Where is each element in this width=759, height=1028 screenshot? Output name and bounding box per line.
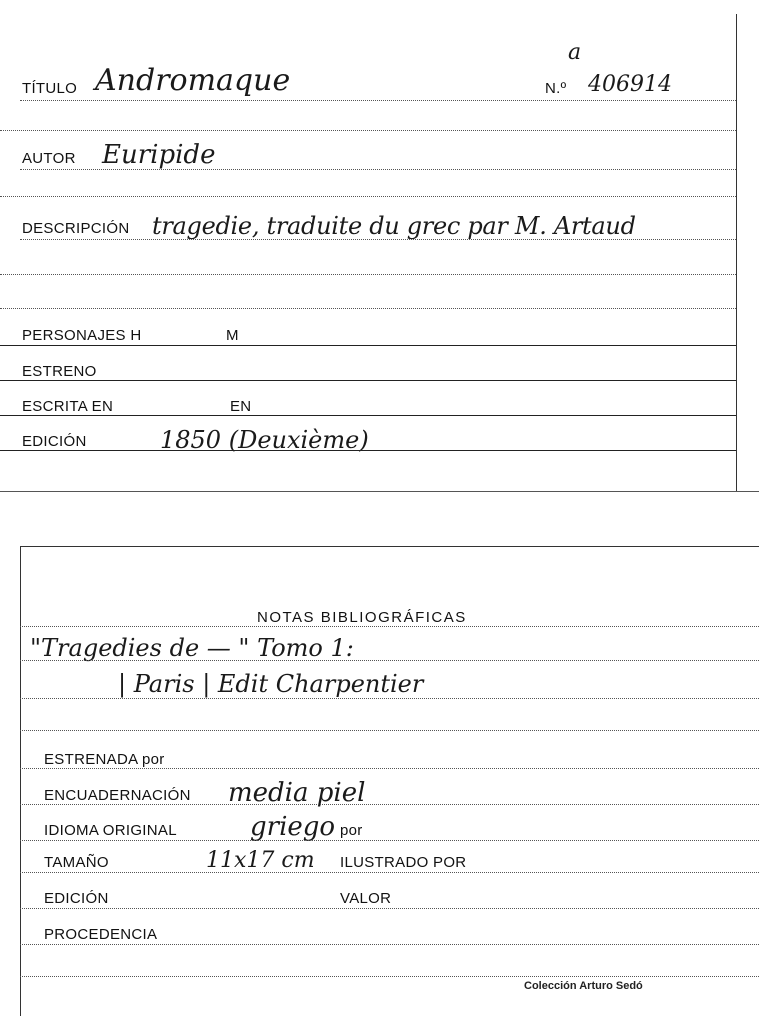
estreno-label: ESTRENO <box>22 363 97 380</box>
edicion-line <box>0 450 736 451</box>
card-top-edge <box>20 546 759 547</box>
personajes-line <box>0 345 736 346</box>
escrita-en-label: EN <box>230 398 252 415</box>
rule <box>20 872 759 873</box>
encuadernacion-label: ENCUADERNACIÓN <box>44 787 191 804</box>
descripcion-label: DESCRIPCIÓN <box>22 220 130 237</box>
numero-suffix: a <box>568 40 582 65</box>
numero-value: 406914 <box>588 72 672 97</box>
card-bottom-edge <box>0 491 759 492</box>
rule <box>20 804 759 805</box>
rule <box>0 130 736 131</box>
idioma-por-label: por <box>340 822 363 839</box>
idioma-value: griego <box>250 812 336 842</box>
rule <box>20 944 759 945</box>
notas-line-2: | Paris | Edit Charpentier <box>118 670 424 698</box>
autor-label: AUTOR <box>22 150 76 167</box>
edicion-back-label: EDICIÓN <box>44 890 109 907</box>
notas-line-1: "Tragedies de — " Tomo 1: <box>30 634 354 662</box>
rule <box>20 908 759 909</box>
rule <box>20 626 759 627</box>
rule <box>20 768 759 769</box>
personajes-label: PERSONAJES H <box>22 327 142 344</box>
collection-footer: Colección Arturo Sedó <box>524 980 643 992</box>
rule <box>20 976 759 977</box>
valor-label: VALOR <box>340 890 392 907</box>
rule <box>20 730 759 731</box>
escrita-line <box>0 415 736 416</box>
rule <box>20 840 759 841</box>
tamano-value: 11x17 cm <box>206 848 315 873</box>
rule <box>20 698 759 699</box>
card-left-edge <box>20 546 21 1016</box>
idioma-label: IDIOMA ORIGINAL <box>44 822 177 839</box>
personajes-m-label: M <box>226 327 239 344</box>
notas-heading: NOTAS BIBLIOGRÁFICAS <box>257 609 467 626</box>
catalog-card-front <box>0 14 738 492</box>
titulo-label: TÍTULO <box>22 80 78 97</box>
procedencia-label: PROCEDENCIA <box>44 926 158 943</box>
rule <box>0 196 736 197</box>
autor-line <box>20 169 736 170</box>
estreno-line <box>0 380 736 381</box>
edicion-value: 1850 (Deuxième) <box>160 426 369 454</box>
tamano-label: TAMAÑO <box>44 854 109 871</box>
titulo-line <box>20 100 736 101</box>
rule <box>20 660 759 661</box>
edicion-label: EDICIÓN <box>22 433 87 450</box>
titulo-value: Andromaque <box>95 63 291 98</box>
rule <box>0 274 736 275</box>
rule <box>0 308 736 309</box>
descripcion-value: tragedie, traduite du grec par M. Artaud <box>152 212 636 240</box>
numero-label: N.º <box>545 80 567 97</box>
descripcion-line <box>20 239 736 240</box>
encuadernacion-value: media piel <box>228 778 366 808</box>
catalog-card-back <box>0 546 759 1028</box>
card-right-edge <box>736 14 737 492</box>
escrita-label: ESCRITA EN <box>22 398 114 415</box>
estrenada-label: ESTRENADA por <box>44 751 165 768</box>
ilustrado-label: ILUSTRADO POR <box>340 854 467 871</box>
autor-value: Euripide <box>102 140 216 170</box>
